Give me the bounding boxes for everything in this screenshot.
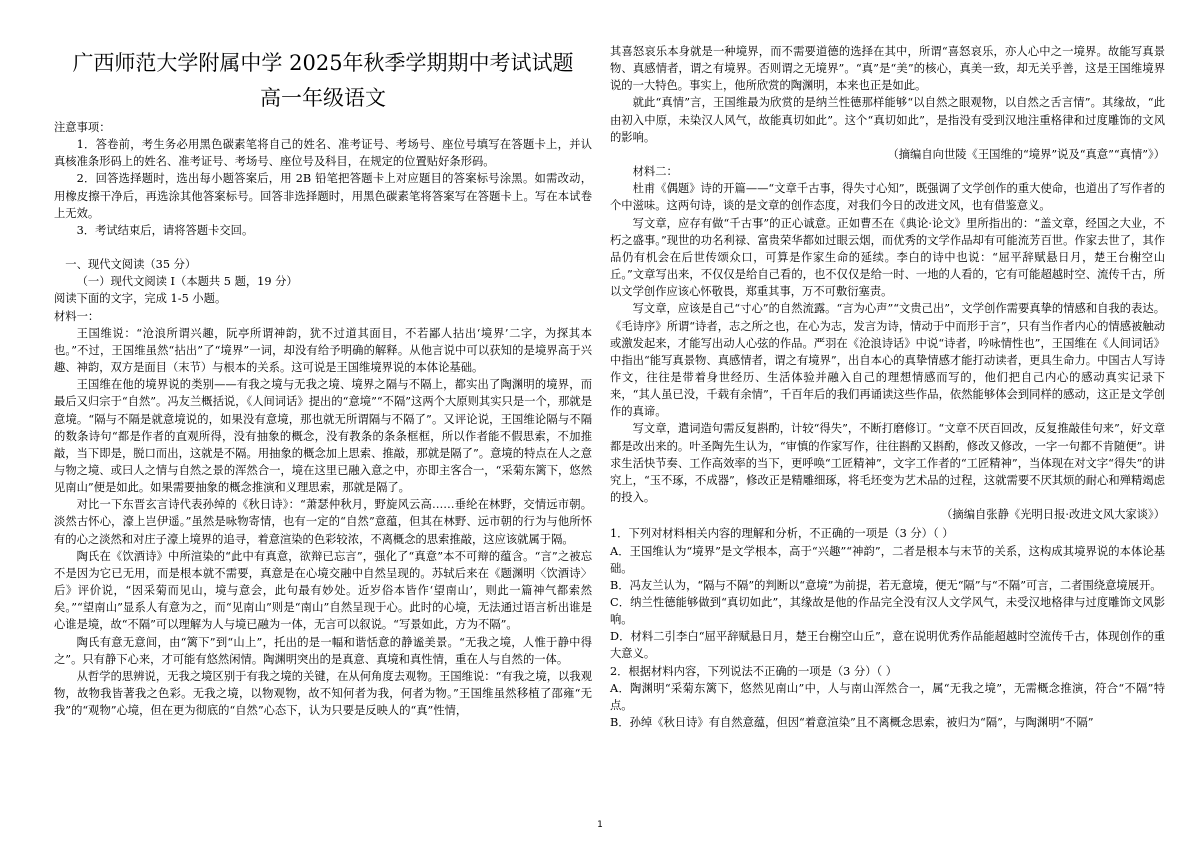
page-number: 1 (597, 820, 603, 830)
material1-paragraph: 陶氏有意无意间，由“篱下”到“山上”，托出的是一幅和谐恬意的静谧美景。“无我之境，人惟于静中得之”。只有静下心来，才可能有悠然闲情。陶渊明突出的是真意、真境和真性情，重在人与自然的一体。 (54, 635, 592, 666)
source-citation: （摘编自向世陵《王国维的“境界”说及“真意”“真情”》） (887, 147, 1165, 161)
material1-continuation: 其喜怒哀乐本身就是一种境界，而不需要道德的选择在其中，所谓“喜怒哀乐，亦人心中之一境界。故能写真景物、真感情者，谓之有境界。否则谓之无境界”。“真”是“美”的核心，真美一致，却无关乎善，这是王国维境界说的一大特色。事实上，他所欣赏的陶渊明，本来也正是如此。 (610, 45, 1165, 93)
question-option: C．纳兰性德能够做到“真切如此”，其缘故是他的作品完全没有汉人文学风气，未受汉地格律与过度雕饰文风影响。 (610, 596, 1165, 627)
exam-title: 广西师范大学附属中学 2025年秋季学期期中考试试题 (72, 51, 574, 75)
material1-paragraph: 陶氏在《饮酒诗》中所渲染的“此中有真意，欲辩已忘言”，强化了“真意”本不可辩的蕴含。“言”之被忘不是因为它已无用，而是根本就不需要，真意是在心境交融中自然呈现的。苏轼后来在《题渊明〈饮酒诗〉后》评价说，“因采菊而见山，境与意会，此句最有妙处。近岁俗本皆作‘望南山’，则此一篇神气都索然矣。”“望南山”显系人有意为之，而“见南山”则是“南山”自然呈现于心。此时的心境，无法通过语言析出谁是心谁是境，故“不隔”可以理解为人与境已融为一体，无言可以叙说。“写景如此，方为不隔”。 (54, 549, 592, 632)
question-option: D．材料二引李白“屈平辞赋悬日月，楚王台榭空山丘”，意在说明优秀作品能超越时空流传千古，体现创作的重大意义。 (610, 630, 1165, 661)
note-item: 2．回答选择题时，选出每小题答案后，用 2B 铅笔把答题卡上对应题目的答案标号涂黑。如需改动，用橡皮擦干净后，再选涂其他答案标号。回答非选择题时，用黑色碳素笔将答案写在答题卡上。写在本试卷上无效。 (54, 172, 592, 220)
question-option: B．孙绰《秋日诗》有自然意蕴，但因“着意渲染”且不离概念思索，被归为“隔”，与陶渊明“不隔” (610, 716, 1094, 730)
material1-paragraph: 从哲学的思辨说，无我之境区别于有我之境的关键，在从何角度去观物。王国维说：“有我之境，以我观物，故物我皆著我之色彩。无我之境，以物观物，故不知何者为我，何者为物。”王国维虽然移植了邵雍“无我”的“观物”心境，但在更为彻底的“自然”心态下，认为只要是反映人的“真”性情， (54, 669, 592, 718)
note-item: 1．答卷前，考生务必用黑色碳素笔将自己的姓名、准考证号、考场号、座位号填写在答题卡上，并认真核准条形码上的姓名、准考证号、考场号、座位号及科目，在规定的位置贴好条形码。 (54, 138, 592, 169)
note-item: 3．考试结束后，请将答题卡交回。 (76, 223, 254, 237)
material1-paragraph: 王国维说：“沧浪所谓兴趣，阮亭所谓神韵，犹不过道其面目，不若鄙人拈出‘境界’二字，为探其本也。”不过，王国维虽然“拈出”了“境界”一词，却没有给予明确的解释。从他言说中可以获知的是境界高于兴趣、神韵，双方是面目（末节）与根本的关系。这可说是王国维境界说的本体论基础。 (54, 326, 592, 375)
question-option: A．王国维认为“境界”是文学根本，高于“兴趣”“神韵”，二者是根本与末节的关系，这构成其境界说的本体论基础。 (610, 544, 1165, 575)
left-column (54, 0, 592, 719)
material1-label: 材料一： (54, 309, 100, 323)
subsection-heading: （一）现代文阅读 I（本题共 5 题，19 分） (76, 275, 298, 289)
material1-paragraph: 就此“真情”言，王国维最为欣赏的是纳兰性德那样能够“以自然之眼观物，以自然之舌言情”。其缘故，“此由初入中原，未染汉人风气，故能真切如此”。这个“真切如此”，是指没有受到汉地注重格律和过度雕饰的文风的影响。 (610, 96, 1165, 144)
material2-paragraph: 写文章，遣词造句需反复斟酌，计较“得失”，不断打磨修订。“文章不厌百回改，反复推敲佳句来”，好文章都是改出来的。叶圣陶先生认为，“审慎的作家写作，往往斟酌又斟酌，修改又修改，一字一句都不肯随便”。讲求生活快节奏、工作高效率的当下，更呼唤“工匠精神”，文字工作者的“工匠精神”，当体现在对文字“得失”的讲究上，“玉不琢，不成器”，修改正是精雕细琢，将毛坯变为艺术品的过程，这就需要不厌其烦的耐心和殚精竭虑的投入。 (610, 422, 1165, 505)
source-citation: （摘编自张静《光明日报·改进文风大家谈》） (941, 508, 1165, 522)
material1-paragraph: 对比一下东晋玄言诗代表孙绰的《秋日诗》：“萧瑟仲秋月，野旋风云高……垂纶在林野，交情远市朝。淡然古怀心，濠上岂伊遥。”虽然是咏物寄情，也有一定的“自然”意蕴，但其在林野、远市朝的行为与他所怀有的心之淡然和对庄子濠上境界的追寻，着意渲染的色彩较浓，不离概念的思索推敲，这应该就属于隔。 (54, 498, 592, 546)
exam-subtitle: 高一年级语文 (260, 86, 386, 110)
material2-paragraph: 写文章，应该是自己“寸心”的自然流露。“言为心声”“文贵己出”，文学创作需要真挚的情感和自我的表达。《毛诗序》所谓“诗者，志之所之也，在心为志，发言为诗，情动于中而形于言”，只有当作者内心的情感被触动或激发起来，才能写出动人心弦的作品。严羽在《沧浪诗话》中说“诗者，吟咏情性也”，王国维在《人间词话》中指出“能写真景物、真感情者，谓之有境界”，出自本心的真挚情感才能打动读者，更具生命力。中国古人写诗作文，往往是带着身世经历、生活体验并融入自己的理想情感而写的，他们把自己内心的感动真实记录下来，“其人虽已没，千载有余情”，千百年后的我们再诵读这些作品，依然能够体会到同样的感动，这正是文学创作的真谛。 (610, 302, 1165, 419)
material2-paragraph: 写文章，应存有做“千古事”的正心诚意。正如曹丕在《典论·论文》里所指出的：“盖文章，经国之大业，不朽之盛事。”现世的功名利禄、富贵荣华都如过眼云烟，而优秀的文学作品却有可能流芳百世。作家去世了，其作品仍有机会在后世传颂众口，可算是作家生命的延续。李白的诗中也说：“屈平辞赋悬日月，楚王台榭空山丘。”文章写出来，不仅仅是给自己看的，也不仅仅是给一时、一地的人看的，它有可能超越时空、流传千古，所以文学创作应该心怀敬畏，郑重其事，万不可敷衍塞责。 (610, 216, 1165, 299)
instruction: 阅读下面的文字，完成 1-5 小题。 (54, 292, 227, 306)
question-stem: 1．下列对材料相关内容的理解和分析，不正确的一项是（3 分）（ ） (610, 527, 954, 541)
question-option: A．陶渊明“采菊东篱下，悠然见南山”中，人与南山浑然合一，属“无我之境”，无需概念推演，符合“不隔”特点。 (610, 681, 1165, 712)
right-column (610, 43, 1165, 731)
question-stem: 2．根据材料内容，下列说法不正确的一项是（3 分）（ ） (610, 664, 898, 678)
section-heading: 一、现代文阅读（35 分） (65, 258, 197, 272)
notes-heading: 注意事项： (54, 121, 111, 134)
material1-paragraph: 王国维在他的境界说的类别——有我之境与无我之境、境界之隔与不隔上，都实出了陶渊明的境界，而最后又归宗于“自然”。冯友兰概括说，《人间词话》提出的“意境”“不隔”这两个大原则其实只是一个，那就是意境。“隔与不隔是就意境说的，如果没有意境，那也就无所谓隔与不隔了”。又评论说，王国维论隔与不隔的数条诗句“都是作者的直观所得，没有抽象的概念，没有教条的条条框框，所以作者能不假思索，不加推敲，当下即是，脱口而出，这就是不隔。用抽象的概念加上思索、推敲，那就是隔了”。意境的特点在人之意与物之境、或曰人之情与自然之景的浑然合一，境在这里已融入意之中，亦即主客合一，“采菊东篱下，悠然见南山”便是如此。如果需要抽象的概念推演和义理思索，那就是隔了。 (54, 378, 592, 495)
question-option: B．冯友兰认为，“隔与不隔”的判断以“意境”为前提，若无意境，便无“隔”与“不隔”可言，二者围绕意境展开。 (610, 578, 1162, 592)
material2-label: 材料二： (632, 165, 678, 179)
material2-paragraph: 杜甫《偶题》诗的开篇——“文章千古事，得失寸心知”，既强调了文学创作的重大使命，也道出了写作者的个中滋味。这两句诗，谈的是文章的创作态度，对我们今日的改进文风，也有借鉴意义。 (610, 182, 1165, 213)
